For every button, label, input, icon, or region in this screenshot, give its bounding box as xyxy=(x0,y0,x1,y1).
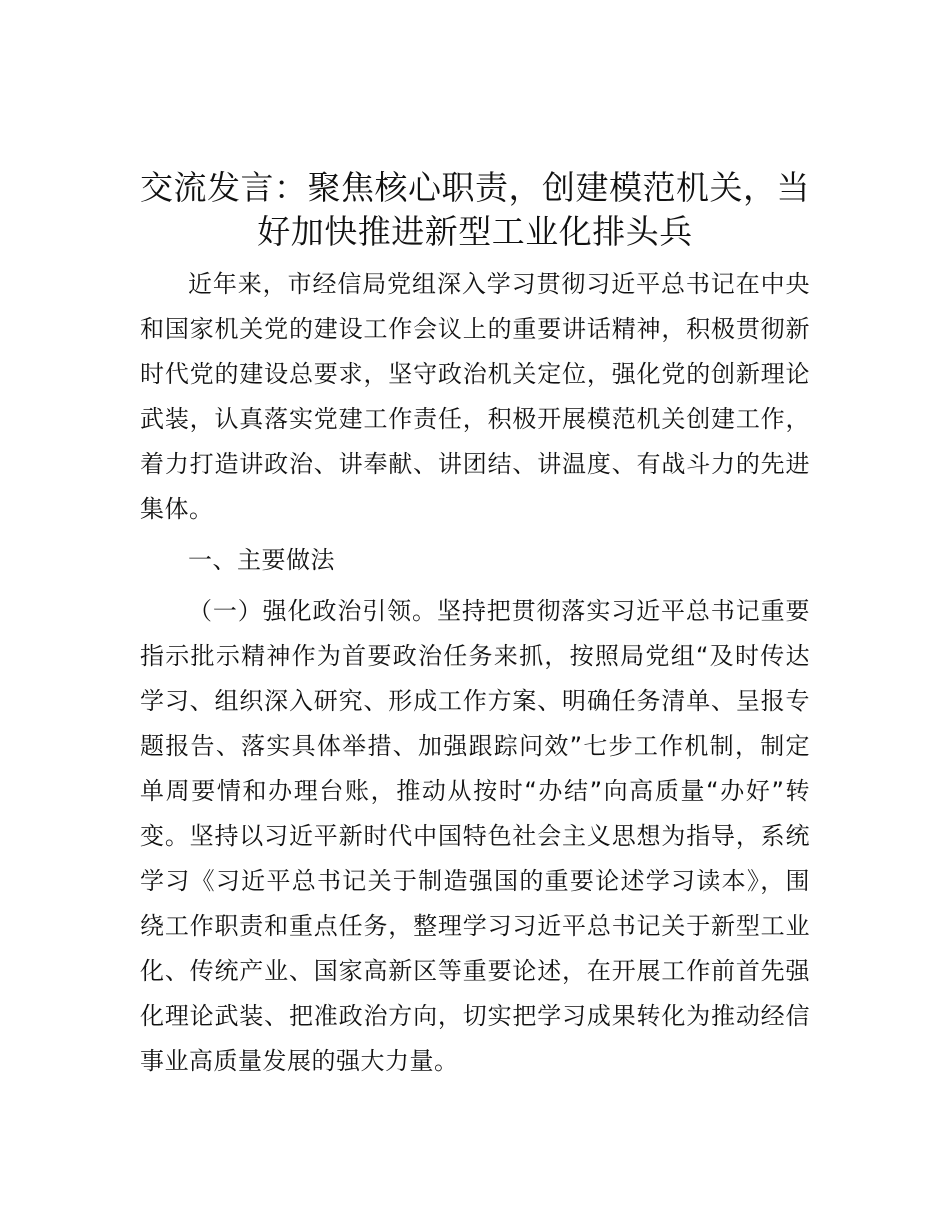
section-heading: 一、主要做法 xyxy=(188,546,335,574)
document-body xyxy=(140,262,810,1084)
subsection-paragraph: （一）强化政治引领。坚持把贯彻落实习近平总书记重要指示批示精神作为首要政治任务来抓，按照局党组“及时传达学习、组织深入研究、形成工作方案、明确任务清单、呈报专题报告、落实具体举措、加强跟踪问效”七步工作机制，制定单周要情和办理台账，推动从按时“办结”向高质量“办好”转变。坚持以习近平新时代中国特色社会主义思想为指导，系统学习《习近平总书记关于制造强国的重要论述学习读本》，围绕工作职责和重点任务，整理学习习近平总书记关于新型工业化、传统产业、国家高新区等重要论述，在开展工作前首先强化理论武装、把准政治方向，切实把学习成果转化为推动经信事业高质量发展的强大力量。 xyxy=(140,597,810,1075)
document-title: 交流发言：聚焦核心职责，创建模范机关，当好加快推进新型工业化排头兵 xyxy=(140,168,810,251)
intro-paragraph: 近年来，市经信局党组深入学习贯彻习近平总书记在中央和国家机关党的建设工作会议上的重要讲话精神，积极贯彻新时代党的建设总要求，坚守政治机关定位，强化党的创新理论武装，认真落实党建工作责任，积极开展模范机关创建工作，着力打造讲政治、讲奉献、讲团结、讲温度、有战斗力的先进集体。 xyxy=(140,270,810,523)
